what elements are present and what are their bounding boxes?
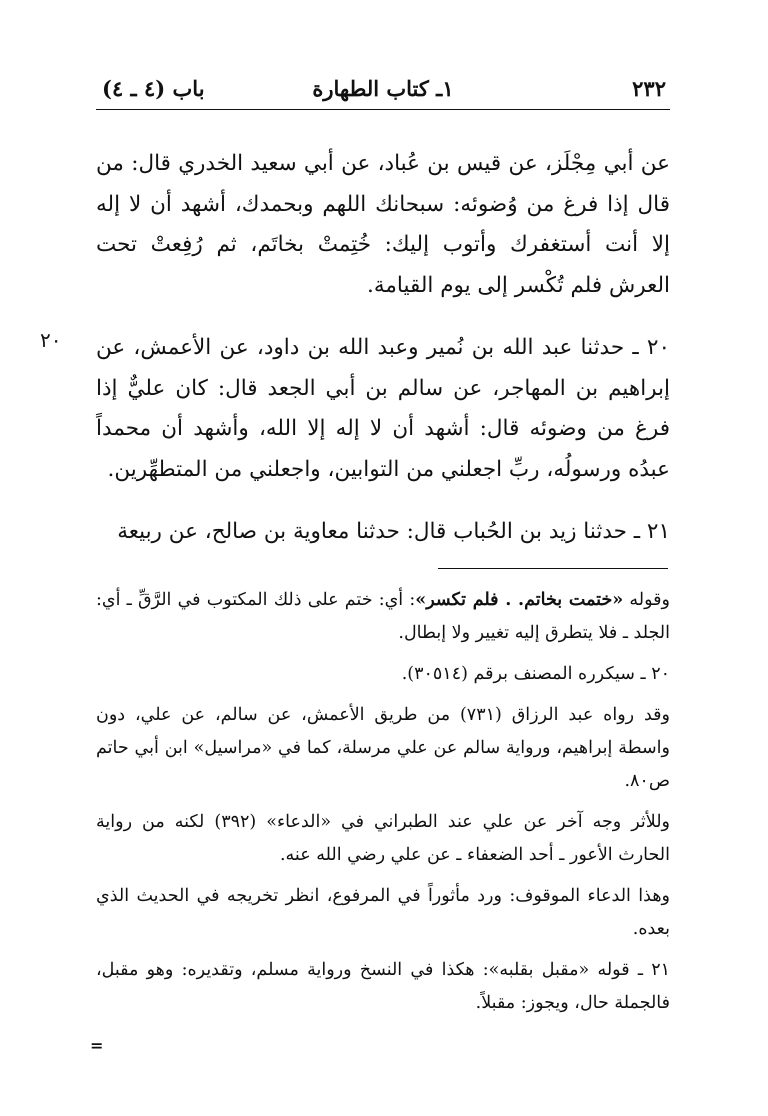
header-rule <box>96 109 670 110</box>
footnote-1-quote: «ختمت بخاتم. . فلم تكسر» <box>415 590 624 610</box>
running-header <box>96 70 670 106</box>
footnote-1-text: : أي: ختم على ذلك المكتوب في الرَّقِّ ـ أي: الجلد ـ فلا يتطرق إليه تغيير ولا إبطال. <box>96 590 670 643</box>
footnote-2: ٢٠ ـ سيكرره المصنف برقم (٣٠٥١٤). <box>401 664 670 684</box>
footnotes <box>96 584 670 1028</box>
page-number: ٢٣٢ <box>632 76 666 101</box>
main-text <box>96 144 670 553</box>
footnote-4: وللأثر وجه آخر عن علي عند الطبراني في «الدعاء» (٣٩٢) لكنه من رواية الحارث الأعور ـ أحد الضعفاء ـ عن علي رضي الله عنه. <box>96 812 670 865</box>
footnote-3: وقد رواه عبد الرزاق (٧٣١) من طريق الأعمش، عن سالم، عن علي، دون واسطة إبراهيم، ورواية سالم عن علي مرسلة، كما في «مراسيل» ابن أبي حاتم ص٨٠. <box>96 705 670 791</box>
paragraph-hadith-20: ٢٠ ـ حدثنا عبد الله بن نُمير وعبد الله بن داود، عن الأعمش، عن إبراهيم بن المهاجر، عن سالم بن أبي الجعد قال: كان عليٌّ إذا فرغ من وضوئه قال: أشهد أن لا إله إلا الله، وأشهد أن محمداً عبدُه ورسولُه، ربِّ اجعلني من التوابين، واجعلني من المتطهِّرين. <box>96 335 670 482</box>
footnote-separator <box>438 568 668 569</box>
signature-mark: = <box>90 1036 104 1055</box>
paragraph-1: عن أبي مِجْلَز، عن قيس بن عُباد، عن أبي سعيد الخدري قال: من قال إذا فرغ من وُضوئه: سبحانك اللهم وبحمدك، أشهد أن لا إله إلا أنت أستغفرك وأتوب إليك: خُتِمتْ بخاتَم، ثم رُفِعتْ تحت العرش فلم تُكْسر إلى يوم القيامة. <box>96 151 670 298</box>
footnote-1 <box>96 584 670 650</box>
chapter-reference: باب (٤ ـ ٤) <box>102 76 205 101</box>
margin-hadith-number: ٢٠ <box>40 328 62 352</box>
book-title: ١ـ كتاب الطهارة <box>312 76 454 101</box>
footnote-6: ٢١ ـ قوله «مقبل بقلبه»: هكذا في النسخ ورواية مسلم، وتقديره: وهو مقبل، فالجملة حال، ويجوز: مقبلاً. <box>96 960 670 1013</box>
paragraph-hadith-21: ٢١ ـ حدثنا زيد بن الحُباب قال: حدثنا معاوية بن صالح، عن ربيعة <box>117 519 670 544</box>
footnote-5: وهذا الدعاء الموقوف: ورد مأثوراً في المرفوع، انظر تخريجه في الحديث الذي بعده. <box>96 886 670 939</box>
footnote-1-prefix: وقوله <box>623 590 670 610</box>
